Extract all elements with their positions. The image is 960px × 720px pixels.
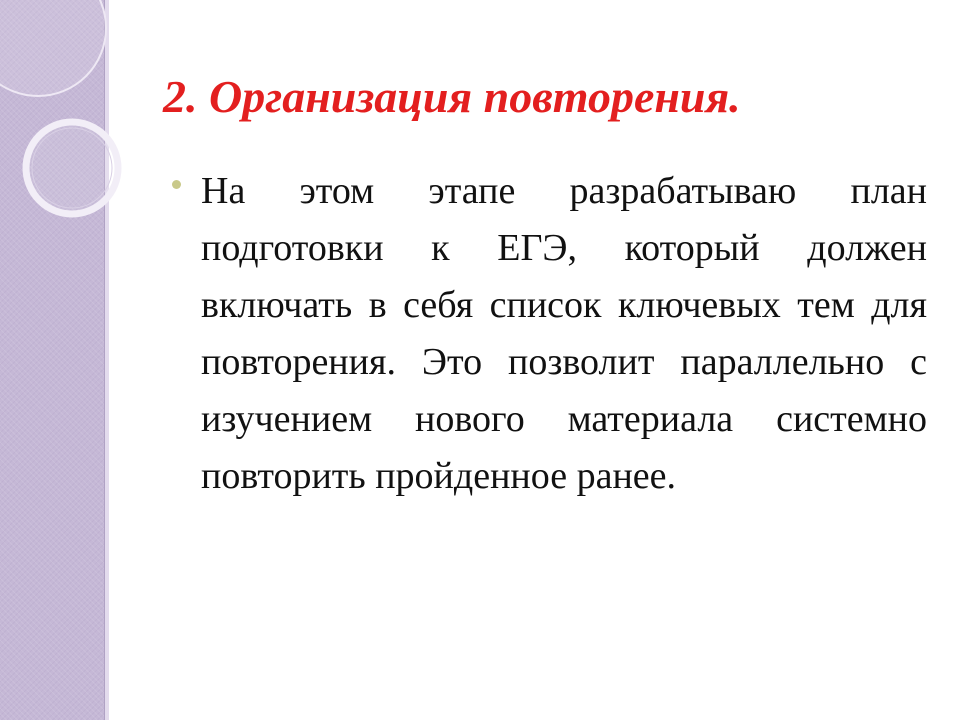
decorative-circles-icon [0,0,140,240]
bullet-text: На этом этапе разрабатываю план подготовки к ЕГЭ, который должен включать в себя список ключевых тем для повторения. Это позволит параллельно с изучением нового материала системно повторить пройденное ранее. [201,170,927,497]
slide-title: 2. Организация повторения. [163,71,741,122]
bullet-dot-icon [172,180,181,189]
